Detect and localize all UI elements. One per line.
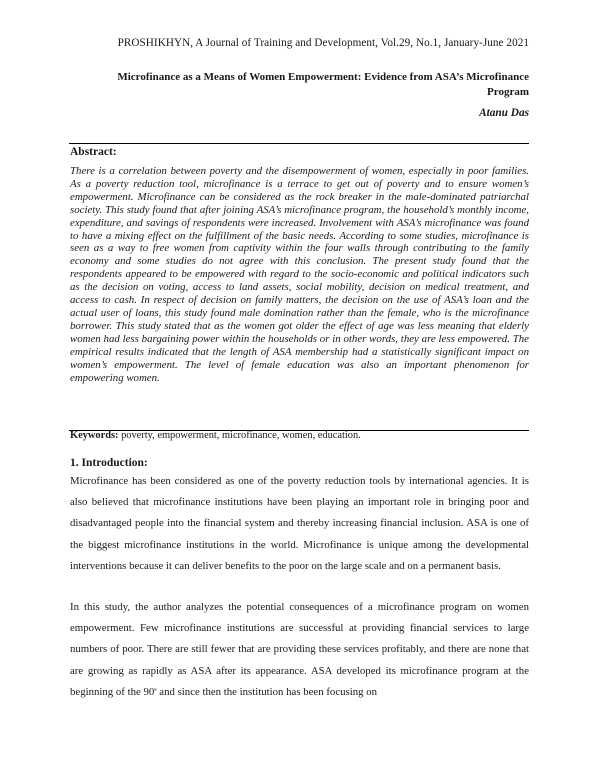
abstract-top-rule bbox=[69, 143, 529, 144]
paragraph-2-text-end: and since then the institution has been focusing on bbox=[156, 685, 378, 698]
introduction-paragraph-1: Microfinance has been considered as one of the poverty reduction tools by international agencies. It is also believed that microfinance institutions have been playing an important role in bringing poor and disadvantaged people into the financial system and thereby increasing financial inclusion. ASA is one of the biggest microfinance institutions in the world. Microfinance is unique among the developmental interventions because it can deliver benefits to the poor on the large scale and on a permanent basis. bbox=[70, 475, 529, 572]
keywords-label: Keywords: bbox=[70, 430, 119, 441]
article-title: Microfinance as a Means of Women Empowerment: Evidence from ASA’s Microfinance Program bbox=[117, 71, 529, 98]
author-name: Atanu Das bbox=[479, 107, 529, 119]
introduction-paragraph-2 bbox=[70, 597, 529, 703]
section-heading-introduction: 1. Introduction: bbox=[70, 457, 148, 469]
keywords-text: poverty, empowerment, microfinance, women, education. bbox=[118, 430, 361, 441]
abstract-heading: Abstract: bbox=[70, 146, 117, 158]
abstract-text: There is a correlation between poverty and the disempowerment of women, especially in poor families. As a poverty reduction tool, microfinance is a terrace to get out of poverty and to ensure women’s empowerment. Microfinance can be considered as the rock breaker in the male-dominated patriarchal society. This study found that after joining ASA’s microfinance program, the household’s monthly income, expenditure, and savings of respondents were increased. Involvement with ASA’s microfinance was found to have a mixing effect on the fulfillment of the basic needs. According to some studies, microfinance is seen as a way to free women from captivity within the four walls through contributing to the family economy and some studies do not agree with this conclusion. The present study found that the respondents appeared to be empowered with regard to the socio-economic and political indicators such as the decision on voting, access to land assets, social mobility, decision on medical treatment, and access to cash. In respect of decision on family matters, the decision on the use of ASA’s loan and the actual user of loans, this study found male domination rather than the female, who is the microfinance borrower. This study stated that as the women got older the effect of age was less meaning that elderly women had less bargaining power within the households or in other words, they are less empowered. The empirical results indicated that the length of ASA membership had a statistically significant impact on women’s empowerment. The level of female education was also an important phenomenon for empowering women. bbox=[70, 165, 529, 384]
paragraph-2-text-start: In this study, the author analyzes the potential consequences of a microfinance program on women empowerment. Few microfinance institutions are successful at providing financial services to large numbers of poor. There are still fewer that are providing these services profitably, and there are none that are growing as rapidly as ASA after its appearance. ASA developed its microfinance program at the beginning of the 90 bbox=[70, 601, 529, 698]
superscript-s: s bbox=[154, 686, 157, 693]
keywords-line bbox=[70, 430, 361, 441]
journal-header: PROSHIKHYN, A Journal of Training and Development, Vol.29, No.1, January-June 2021 bbox=[117, 37, 529, 49]
